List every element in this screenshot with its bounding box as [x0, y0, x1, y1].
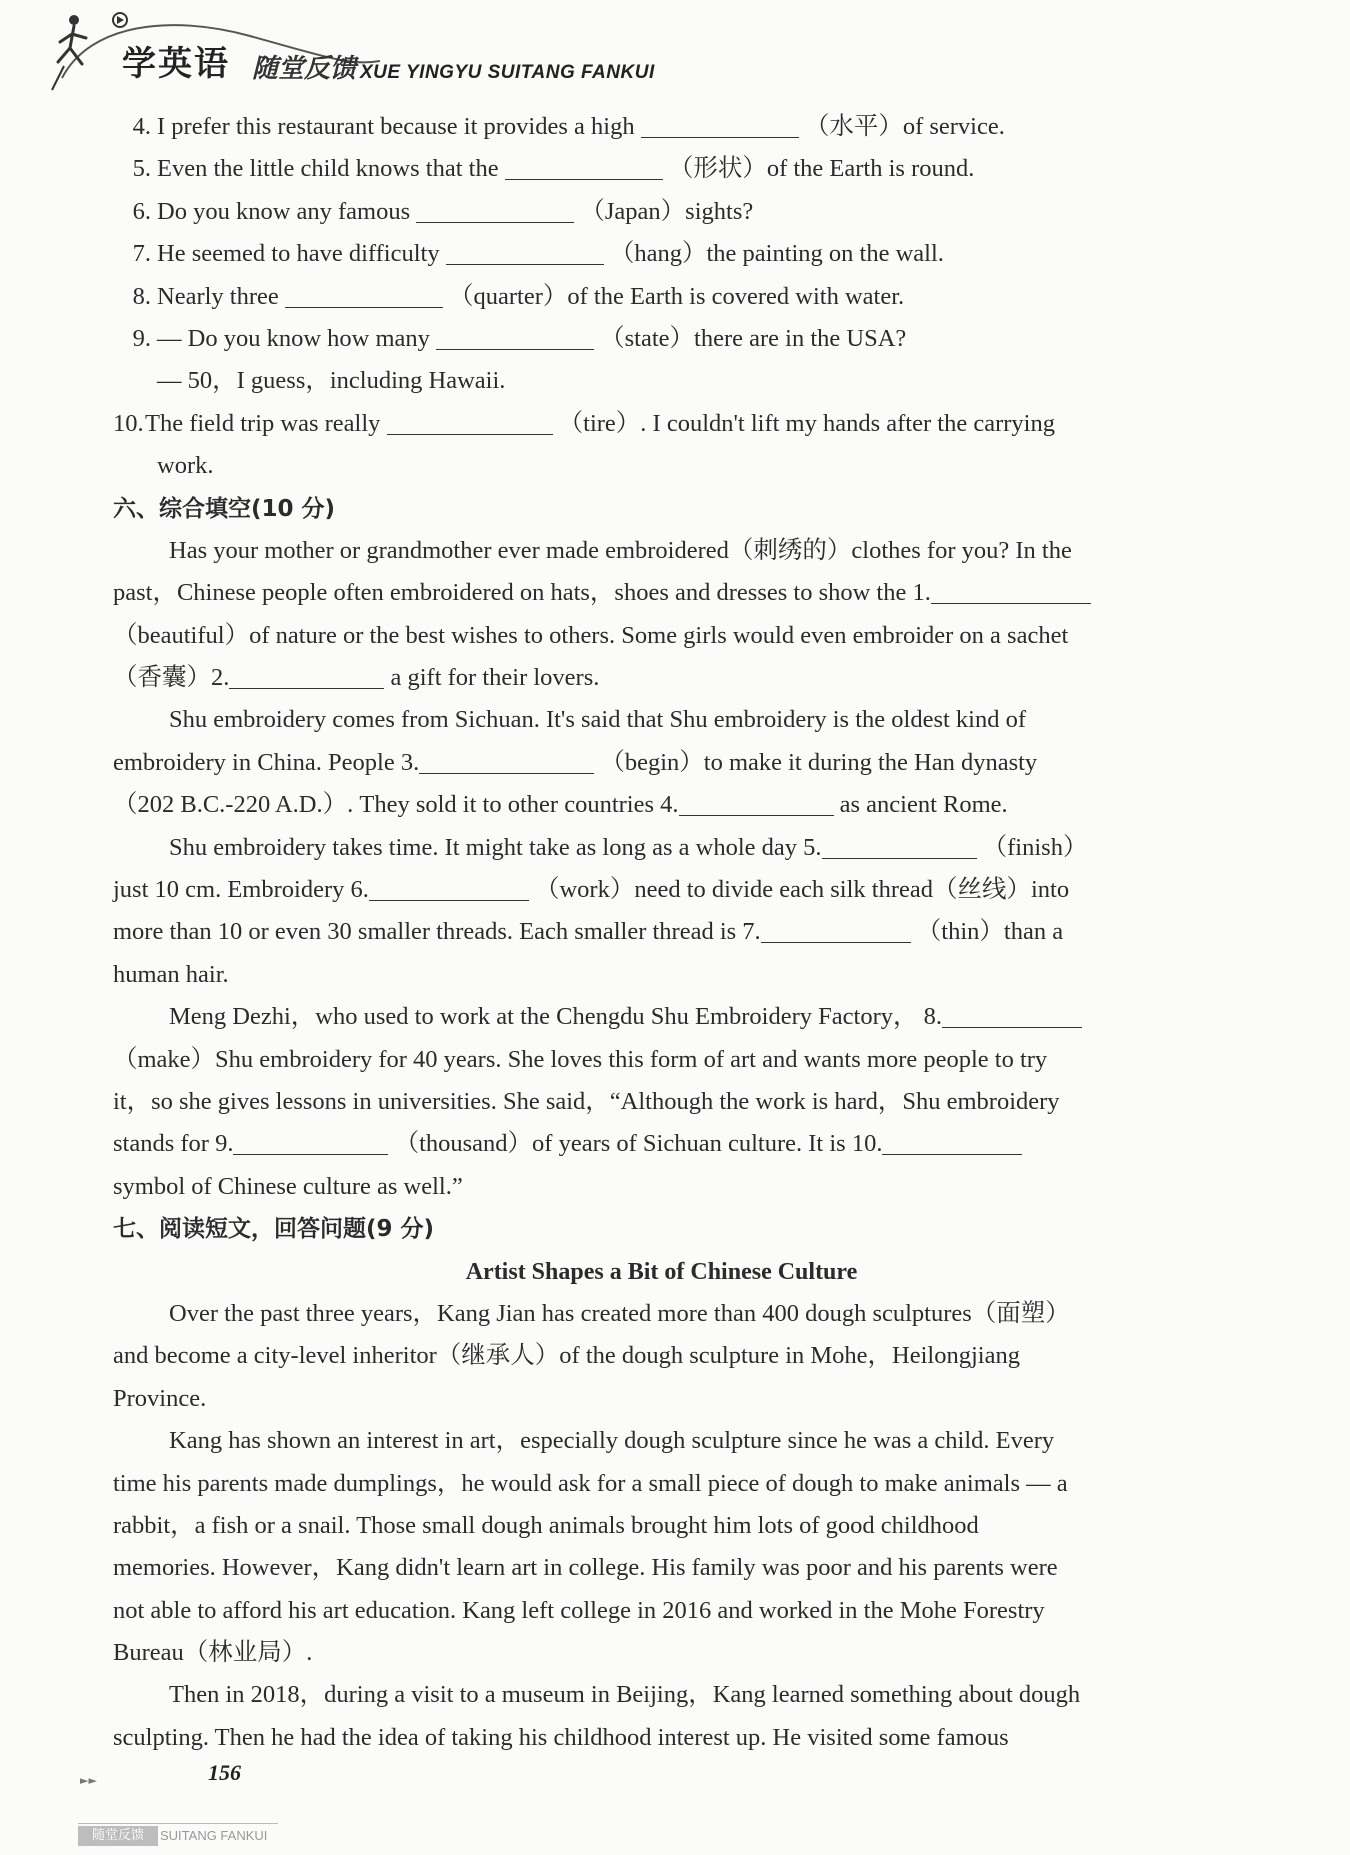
- question-text: The field trip was really: [145, 409, 381, 437]
- s6-line: [113, 572, 1210, 614]
- answer-blank[interactable]: [446, 236, 604, 265]
- question-number: 6.: [132, 197, 151, 225]
- s6-line: [113, 742, 1210, 784]
- s7-line: rabbit，a fish or a snail. Those small dough animals brought him lots of good childhood: [113, 1511, 979, 1539]
- page-header: [0, 0, 1350, 100]
- s6-line: Has your mother or grandmother ever made embroidered（刺绣的）clothes for you? In the: [169, 536, 1072, 564]
- question-text: I prefer this restaurant because it provides a high: [157, 113, 635, 140]
- question-text: — Do you know how many: [157, 324, 430, 352]
- s6-text: （thin）than a: [916, 918, 1064, 946]
- question-number: 4.: [132, 113, 151, 140]
- s6-text: stands for: [113, 1130, 209, 1158]
- answer-blank[interactable]: [882, 1126, 1022, 1155]
- answer-blank[interactable]: [436, 321, 594, 350]
- question-5: [113, 148, 1210, 190]
- s6-text: （finish）: [982, 833, 1088, 861]
- s6-line: [113, 996, 1210, 1038]
- question-hint: （hang）the painting on the wall.: [609, 240, 944, 268]
- s6-text: （202 B.C.-220 A.D.）. They sold it to other countries: [113, 791, 654, 819]
- question-hint: （state）there are in the USA?: [600, 324, 907, 352]
- footer-pinyin: SUITANG FANKUI: [160, 1828, 268, 1843]
- s6-line: symbol of Chinese culture as well.”: [113, 1172, 463, 1200]
- question-text: Do you know any famous: [157, 197, 411, 225]
- article-title: Artist Shapes a Bit of Chinese Culture: [465, 1258, 858, 1285]
- s7-line: not able to afford his art education. Kang left college in 2016 and worked in the Mohe Forestry: [113, 1596, 1045, 1624]
- s6-text: Shu embroidery takes time. It might take as long as a whole day: [169, 833, 798, 861]
- s6-text: （thousand）of years of Sichuan culture. It is: [394, 1130, 846, 1158]
- blank-label: 8.: [923, 1003, 942, 1031]
- blank-label: 4.: [660, 791, 679, 819]
- question-10: [113, 403, 1210, 445]
- blank-label: 10.: [851, 1130, 883, 1158]
- answer-blank[interactable]: [761, 914, 911, 943]
- answer-blank[interactable]: [416, 194, 574, 223]
- s7-line: Then in 2018，during a visit to a museum in Beijing，Kang learned something about dough: [169, 1681, 1081, 1709]
- page-arrow-icon: ►►: [80, 1774, 97, 1787]
- question-4: [113, 106, 1210, 148]
- s6-line: [113, 657, 1210, 699]
- blank-label: 9.: [215, 1130, 234, 1158]
- question-hint: （Japan）sights?: [580, 197, 754, 225]
- s6-line: human hair.: [113, 960, 229, 988]
- s6-line: [113, 1123, 1210, 1165]
- answer-blank[interactable]: [419, 745, 594, 774]
- s7-line: sculpting. Then he had the idea of taking his childhood interest up. He visited some famous: [113, 1723, 1009, 1751]
- logo-pinyin: XUE YINGYU SUITANG FANKUI: [360, 62, 655, 83]
- s6-text: past，Chinese people often embroidered on hats，shoes and dresses to show the: [113, 579, 907, 607]
- blank-label: 1.: [912, 579, 931, 607]
- question-6: [113, 191, 1210, 233]
- page-content: [113, 106, 1210, 1759]
- question-number: 8.: [132, 282, 151, 310]
- s6-line: [113, 827, 1210, 869]
- question-8: [113, 276, 1210, 318]
- answer-blank[interactable]: [369, 872, 529, 901]
- question-hint: （quarter）of the Earth is covered with water.: [449, 282, 905, 310]
- s7-line: Over the past three years，Kang Jian has created more than 400 dough sculptures（面塑）: [169, 1299, 1070, 1327]
- blank-label: 7.: [742, 918, 761, 946]
- answer-blank[interactable]: [229, 660, 384, 689]
- s6-text: （work）need to divide each silk thread（丝线）into: [534, 876, 1070, 904]
- s6-text: （香囊）: [113, 664, 211, 692]
- question-number: 10.: [113, 409, 144, 437]
- footer-divider: [78, 1823, 278, 1824]
- s7-line: memories. However，Kang didn't learn art in college. His family was poor and his parents were: [113, 1554, 1058, 1582]
- question-9-answer: — 50，I guess，including Hawaii.: [157, 367, 506, 395]
- question-9: [113, 318, 1210, 360]
- answer-blank[interactable]: [931, 575, 1091, 604]
- logo-subtitle: 随堂反馈: [252, 54, 357, 84]
- s6-line: （beautiful）of nature or the best wishes to others. Some girls would even embroider on a sachet: [113, 621, 1069, 649]
- question-text: Even the little child knows that the: [157, 155, 499, 183]
- question-number: 9.: [132, 324, 151, 352]
- s6-text: as ancient Rome.: [839, 791, 1008, 819]
- answer-blank[interactable]: [285, 279, 443, 308]
- answer-blank[interactable]: [505, 151, 663, 180]
- s6-text: a gift for their lovers.: [390, 664, 600, 692]
- answer-blank[interactable]: [822, 830, 977, 859]
- answer-blank[interactable]: [679, 787, 834, 816]
- s6-text: more than 10 or even 30 smaller threads. Each smaller thread is: [113, 918, 737, 946]
- s6-text: embroidery in China. People: [113, 748, 395, 776]
- question-text: He seemed to have difficulty: [157, 240, 440, 268]
- s6-line: [113, 869, 1210, 911]
- footer-label: 随堂反馈: [78, 1826, 158, 1846]
- answer-blank[interactable]: [233, 1126, 388, 1155]
- question-10-cont: work.: [157, 452, 214, 480]
- question-text: Nearly three: [157, 282, 279, 310]
- s7-line: Province.: [113, 1384, 207, 1412]
- question-hint: （tire）. I couldn't lift my hands after the carrying: [558, 409, 1055, 437]
- question-number: 5.: [132, 155, 151, 183]
- s6-line: （make）Shu embroidery for 40 years. She loves this form of art and wants more people to try: [113, 1045, 1048, 1073]
- section-6-heading: 六、综合填空(10 分): [113, 495, 336, 522]
- answer-blank[interactable]: [387, 406, 553, 435]
- logo-title: 学英语: [122, 44, 230, 84]
- s7-line: Kang has shown an interest in art，especially dough sculpture since he was a child. Every: [169, 1427, 1055, 1455]
- page-number: 156: [208, 1760, 241, 1785]
- s6-line: it，so she gives lessons in universities. She said，“Although the work is hard，Shu embroidery: [113, 1087, 1060, 1115]
- s6-line: [113, 784, 1210, 826]
- s6-line: Shu embroidery comes from Sichuan. It's said that Shu embroidery is the oldest kind of: [169, 706, 1027, 734]
- question-number: 7.: [132, 240, 151, 268]
- question-7: [113, 233, 1210, 275]
- answer-blank[interactable]: [641, 109, 799, 138]
- blank-label: 6.: [350, 876, 369, 904]
- answer-blank[interactable]: [942, 999, 1082, 1028]
- s7-line: time his parents made dumplings，he would ask for a small piece of dough to make animals — a: [113, 1469, 1068, 1497]
- blank-label: 3.: [400, 748, 420, 776]
- s6-text: just 10 cm. Embroidery: [113, 876, 345, 904]
- s6-line: [113, 911, 1210, 953]
- s6-text: Meng Dezhi，who used to work at the Chengdu Shu Embroidery Factory，: [169, 1003, 918, 1031]
- section-7-heading: 七、阅读短文，回答问题(9 分): [113, 1216, 435, 1243]
- s7-line: Bureau（林业局）.: [113, 1639, 313, 1667]
- question-hint: （水平）of service.: [804, 113, 1005, 140]
- question-hint: （形状）of the Earth is round.: [668, 155, 975, 183]
- blank-label: 5.: [803, 833, 822, 861]
- s6-text: （begin）to make it during the Han dynasty: [600, 748, 1038, 776]
- blank-label: 2.: [211, 664, 230, 692]
- s7-line: and become a city-level inheritor（继承人）of the dough sculpture in Mohe，Heilongjiang: [113, 1342, 1020, 1370]
